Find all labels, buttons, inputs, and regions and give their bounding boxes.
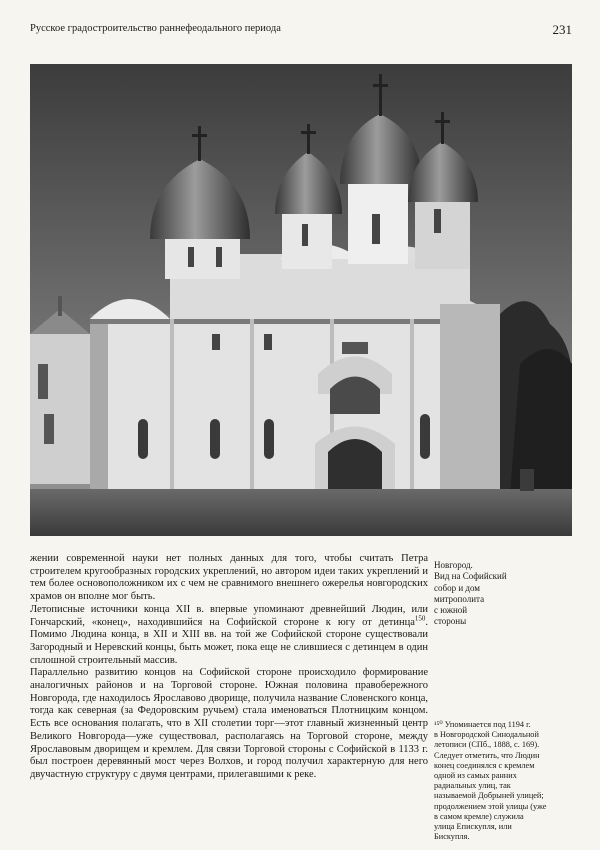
footnote-line: одной из самых ранних bbox=[434, 771, 517, 781]
paragraph-2-end: . Помимо Людина конца, в XII и XIII вв. на той же Софийской стороне существовали Загородный и Неревский концы, быть может, пока еще не слившиеся с детинцем в один сплошной строительный массив. bbox=[30, 616, 428, 666]
body-text bbox=[30, 553, 428, 782]
running-title: Русское градостроительство раннефеодального периода bbox=[30, 23, 281, 34]
caption-line: с южной bbox=[434, 605, 468, 616]
footnote-line: Бискупля. bbox=[434, 832, 470, 842]
footnote-line: ¹⁵⁰ Упоминается под 1194 г. bbox=[434, 720, 531, 729]
figure-caption bbox=[434, 560, 554, 628]
footnote-line: улица Епискупля, или bbox=[434, 822, 512, 832]
paragraph-2 bbox=[30, 604, 428, 668]
paragraph-2-start: Летописные источники конца XII в. впервые упоминают древнейший Людин, или Гончарский, «конец», находившийся на Софийской стороне к югу от детинца bbox=[30, 603, 428, 628]
cathedral-photo bbox=[30, 64, 572, 536]
caption-line: Вид на Софийский bbox=[434, 571, 507, 582]
footnote bbox=[434, 720, 574, 842]
footnote-line: летописи (СПб., 1888, с. 169). bbox=[434, 740, 540, 750]
page-number: 231 bbox=[552, 22, 572, 37]
footnote-line: в самом кремле) служила bbox=[434, 811, 524, 821]
footnote-line: называемой Добрыней улицей; bbox=[434, 791, 544, 801]
footnote-ref: 150 bbox=[414, 614, 426, 623]
footnote-line: конец соединялся с кремлем bbox=[434, 760, 535, 770]
footnote-line: в Новгородской Синодальной bbox=[434, 730, 539, 740]
footnote-line: продолжением этой улицы (уже bbox=[434, 801, 547, 811]
caption-line: Новгород. bbox=[434, 560, 473, 570]
cathedral-illustration bbox=[30, 64, 572, 536]
paragraph-3: Параллельно развитию концов на Софийской стороне происходило формирование аналогичных районов и на Торговой стороне. Южная половина правобережного Новгорода, где находилось Ярославово дворище, получила название Словенского конца, тогда как северная (за Федоровским ручьем) стала именоваться Плотницким концом. Есть все основания полагать, что в XII столетии торг—этот главный жизненный центр Великого Новгорода—уже существовал, располагаясь на Торговой стороне, между Ярославовым дворищем и кремлем. Для связи Торговой стороны с Софийской в 1133 г. был построен деревянный мост через Волхов, и город получил характерную для него двучастную структуру с двумя центрами, прилегавшими к реке. bbox=[30, 667, 428, 780]
caption-line: стороны bbox=[434, 616, 467, 627]
footnote-line: Следует отметить, что Людин bbox=[434, 750, 540, 760]
caption-line: собор и дом bbox=[434, 582, 480, 593]
caption-line: митрополита bbox=[434, 593, 485, 604]
footnote-line: радиальных улиц, так bbox=[434, 781, 511, 791]
paragraph-1: жении современной науки нет полных данных для того, чтобы считать Петра строителем кругообразных городских укреплений, но автором идеи таких укреплений и тем более основоположником их с чем не сравнимого внешнего ожерелья новгородских храмов он вполне мог быть. bbox=[30, 553, 428, 603]
